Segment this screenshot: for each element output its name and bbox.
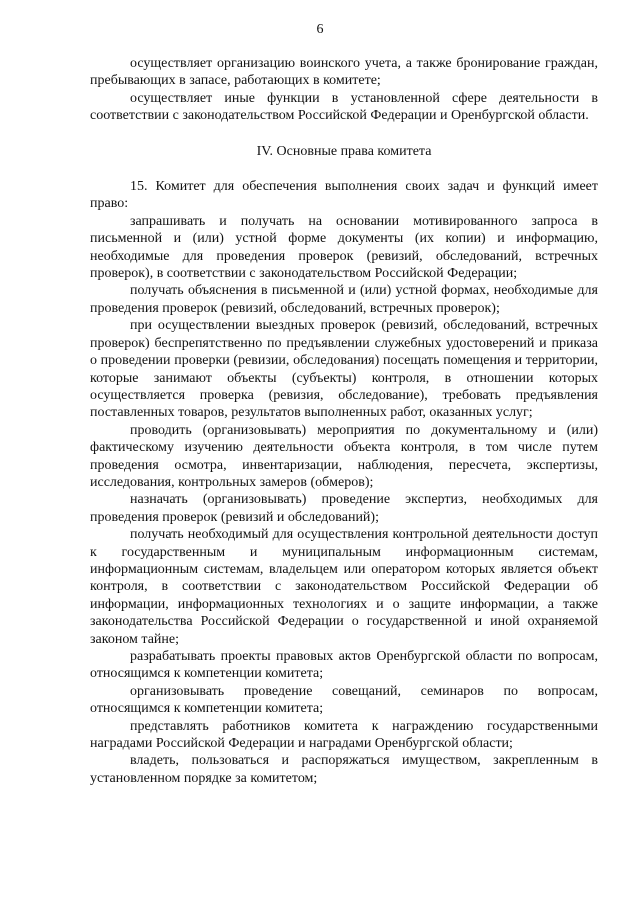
paragraph: назначать (организовывать) проведение экспертиз, необходимых для проведения проверок (ревизий и обследований);	[90, 492, 598, 525]
paragraph: организовывать проведение совещаний, семинаров по вопросам, относящимся к компетенции комитета;	[90, 683, 598, 717]
paragraph: представлять работников комитета к награждению государственными наградами Российской Федерации и наградами Оренбургской области;	[90, 718, 598, 752]
document-body	[90, 55, 598, 787]
paragraph: получать объяснения в письменной и (или) устной формах, необходимые для проведения проверок (ревизий, обследований, встречных проверок);	[90, 283, 598, 316]
paragraph: 15. Комитет для обеспечения выполнения своих задач и функций имеет право:	[90, 179, 598, 212]
paragraph: разрабатывать проекты правовых актов Оренбургской области по вопросам, относящимся к компетенции комитета;	[90, 649, 598, 682]
paragraph: владеть, пользоваться и распоряжаться имуществом, закрепленным в установленном порядке за комитетом;	[90, 753, 598, 786]
paragraph: при осуществлении выездных проверок (ревизий, обследований, встречных проверок) беспрепятственно по предъявлении служебных удостоверений и приказа о проведении проверки (ревизии, обследования) посещать помещения и территории, которые занимают объекты (субъекты) контроля, в отношении которых осуществляется проверка (ревизия, обследование), требовать предъявления поставленных товаров, результатов выполненных работ, оказанных услуг;	[90, 318, 598, 421]
paragraph: запрашивать и получать на основании мотивированного запроса в письменной и (или) устной форме документы (их копии) и информацию, необходимые для проведения проверок (ревизий, обследований, встречных проверок), в соответствии с законодательством Российской Федерации;	[90, 213, 598, 282]
paragraph: получать необходимый для осуществления контрольной деятельности доступ к государственным и муниципальным информационным системам, информационным системам, владельцем или оператором которых является объект контроля, в соответствии с законодательством Российской Федерации об информации, информационных технологиях и о защите информации, а также законодательства Российской Федерации о государственной и иной охраняемой законом тайне;	[90, 527, 598, 647]
section-heading: IV. Основные права комитета	[256, 143, 432, 159]
page-number: 6	[316, 22, 324, 37]
paragraph: проводить (организовывать) мероприятия по документальному и (или) фактическому изучению деятельности объекта контроля, в том числе путем проведения осмотра, инвентаризации, наблюдения, пересчета, экспертизы, исследования, контрольных замеров (обмеров);	[90, 422, 598, 490]
paragraph: осуществляет организацию воинского учета, а также бронирование граждан, пребывающих в запасе, работающих в комитете;	[90, 56, 598, 89]
paragraph: осуществляет иные функции в установленной сфере деятельности в соответствии с законодательством Российской Федерации и Оренбургской области.	[90, 90, 598, 124]
